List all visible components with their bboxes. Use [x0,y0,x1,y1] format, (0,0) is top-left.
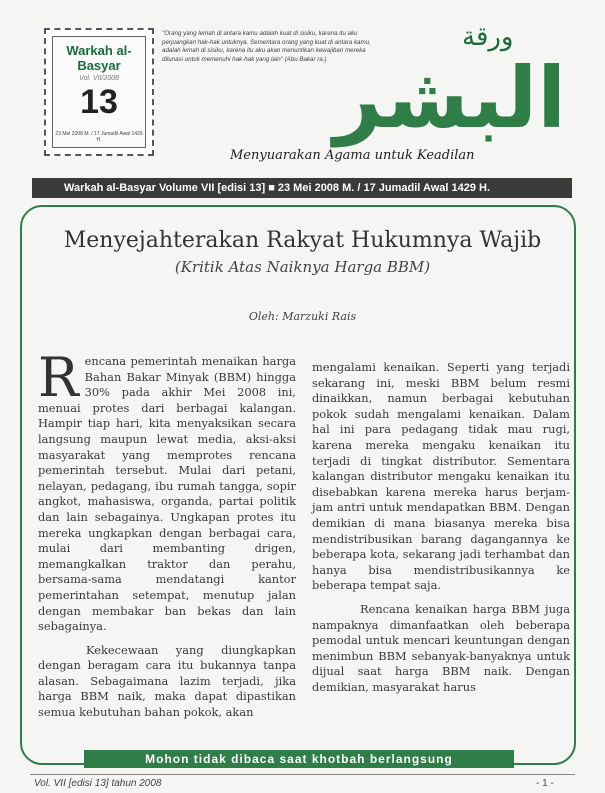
article-paragraph [38,346,296,635]
header-quote: "Orang yang lemah di antara kamu adalah kuat di sisiku, karena itu aku perjuangkan hak-hak untuknya. Sementara orang yang kuat di antara kamu, adalah lemah di sisiku, karena itu aku akan menuntikan kewajiban mereka dilunasi untuk memenuhi hak-hak yang lain" (Abu Bakar ra.) [162,30,371,63]
issue-badge [44,28,154,156]
masthead-arabic-small: ورقة [462,22,514,52]
badge-title: Warkah al-Basyar [66,43,132,73]
masthead-arabic-logo: البشر [333,49,566,147]
footer-banner: Mohon tidak dibaca saat khotbah berlangsung [84,750,514,768]
article-column-left [38,346,296,721]
drop-cap: R [38,346,79,409]
badge-date: 23 Mei 2008 M. / 17 Jumadil Awal 1429 H. [55,131,143,143]
badge-volume: Vol. VII/2008 [79,75,119,82]
article-column-right [312,360,570,695]
article-paragraph: Rencana kenaikan harga BBM juga nampaknya dimanfaatkan oleh beberapa pemodal untuk mencari keuntungan dengan menimbun BBM sebanyak-banyaknya untuk dijual saat harga BBM naik. Dengan demikian, masyarakat harus [312,601,570,694]
footer-volume: Vol. VII [edisi 13] tahun 2008 [34,778,162,789]
article-paragraph: mengalami kenaikan. Seperti yang terjadi sekarang ini, meski BBM belum resmi dinaikkan, namun berbagai kebutuhan pokok sudah mengalami kenaikan. Dalam hal ini para pedagang tidak mau rugi, karena mereka mengaku kenaikan itu terjadi di tingkat distributor. Sementara kalangan distributor mengaku kenaikan itu disebabkan karena mereka harus berjam-jam antri untuk mendapatkan BBM. Dengan demikian di mana biasanya mereka bisa mendistribusikan barang dagangannya ke beberapa kota, sekarang jadi terhambat dan hanya bisa mendistribusikannya ke beberapa tempat saja. [312,360,570,593]
paragraph-text: encana pemerintah menaikan harga Bahan Bakar Minyak (BBM) hingga 30% pada akhir Mei 2008 ini, menuai protes dari berbagai kalangan. Hampir tiap hari, kita menyaksikan secara langsung maupun lewat media, aksi-aksi masyarakat yang memprotes rencana pemerintah tersebut. Mulai dari petani, nelayan, pedagang, ibu rumah tangga, sopir angkot, mahasiswa, organda, partai politik dan lain sebagainya. Ungkapan protes itu mereka ungkapkan dengan berbagai cara, mulai dari membanting drigen, memangkalkan traktor dan perahu, bersama-sama mendatangi kantor pemerintahan setempat, menutup jalan dengan membakar ban bekas dan lain sebagainya. [38,354,296,634]
article-subtitle: (Kritik Atas Naiknya Harga BBM) [174,258,431,276]
issue-info-bar: Warkah al-Basyar Volume VII [edisi 13] ■ 23 Mei 2008 M. / 17 Jumadil Awal 1429 H. [32,178,572,198]
issue-number: 13 [80,83,118,121]
masthead-tagline: Menyuarakan Agama untuk Keadilan [230,148,475,163]
article-title: Menyejahterakan Rakyat Hukumnya Wajib [63,228,542,253]
issue-badge-inner [52,36,146,148]
footer-rule [30,774,575,775]
article-paragraph: Kekecewaan yang diungkapkan dengan beragam cara itu bukannya tanpa alasan. Sebagaimana lazim terjadi, jika harga BBM naik, maka dapat dipastikan semua kebutuhan bahan pokok, akan [38,642,296,720]
article-byline: Oleh: Marzuki Rais [248,310,357,323]
page-number: - 1 - [536,778,554,789]
